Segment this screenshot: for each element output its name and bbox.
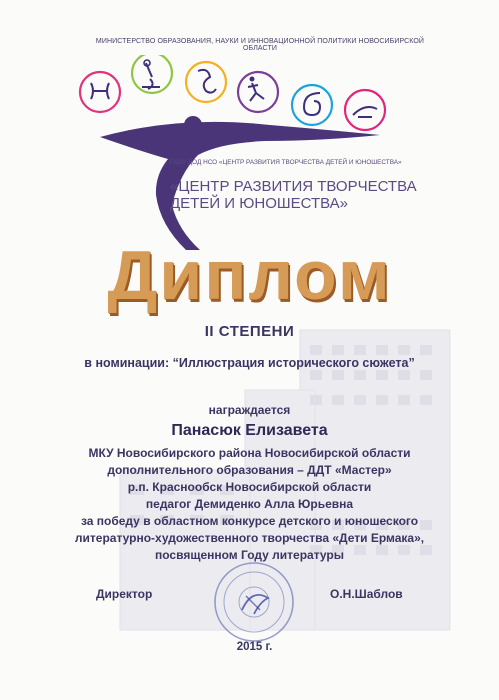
award-details xyxy=(0,445,499,564)
diploma-title: Диплом xyxy=(107,236,392,314)
director-name: О.Н.Шаблов xyxy=(330,587,403,601)
music-circle-icon xyxy=(80,72,120,112)
nomination-text: в номинации: “Иллюстрация исторического сюжета” xyxy=(84,356,415,370)
award-detail-line: р.п. Краснообск Новосибирской области xyxy=(127,480,372,494)
art-circle-icon xyxy=(292,85,332,125)
organization-name xyxy=(170,178,499,212)
tech-circle-icon xyxy=(345,90,385,130)
sport-circle-icon xyxy=(238,72,278,112)
director-label: Директор xyxy=(96,587,153,601)
award-detail-line: МКУ Новосибирского района Новосибирской области xyxy=(88,446,411,460)
ministry-name: МИНИСТЕРСТВО ОБРАЗОВАНИЯ, НАУКИ И ИННОВАЦИОННОЙ ПОЛИТИКИ НОВОСИБИРСКОЙ ОБЛАСТИ xyxy=(95,38,425,52)
organization-short-name: ГАОУ ДОД НСО «ЦЕНТР РАЗВИТИЯ ТВОРЧЕСТВА ДЕТЕЙ И ЮНОШЕСТВА» xyxy=(170,159,402,166)
recipient-name: Панасюк Елизавета xyxy=(171,422,328,439)
organization-name-line-1: «ЦЕНТР РАЗВИТИЯ ТВОРЧЕСТВА xyxy=(170,178,417,195)
official-stamp xyxy=(212,560,296,644)
awarded-label: награждается xyxy=(208,403,291,417)
diploma-year: 2015 г. xyxy=(236,641,273,653)
award-detail-line: посвященном Году литературы xyxy=(155,548,344,562)
award-detail-line: педагог Демиденко Алла Юрьевна xyxy=(145,497,354,511)
science-circle-icon xyxy=(132,55,172,93)
design-circle-icon xyxy=(186,62,226,102)
award-detail-line: литературно-художественного творчества «Дети Ермака», xyxy=(74,531,425,545)
center-logo xyxy=(60,55,450,250)
award-detail-line: дополнительного образования – ДДТ «Мастер» xyxy=(107,463,392,477)
award-detail-line: за победу в областном конкурсе детского и юношеского xyxy=(80,514,419,528)
organization-name-line-2: ДЕТЕЙ И ЮНОШЕСТВА» xyxy=(170,195,348,212)
diploma-degree: II СТЕПЕНИ xyxy=(204,323,295,340)
